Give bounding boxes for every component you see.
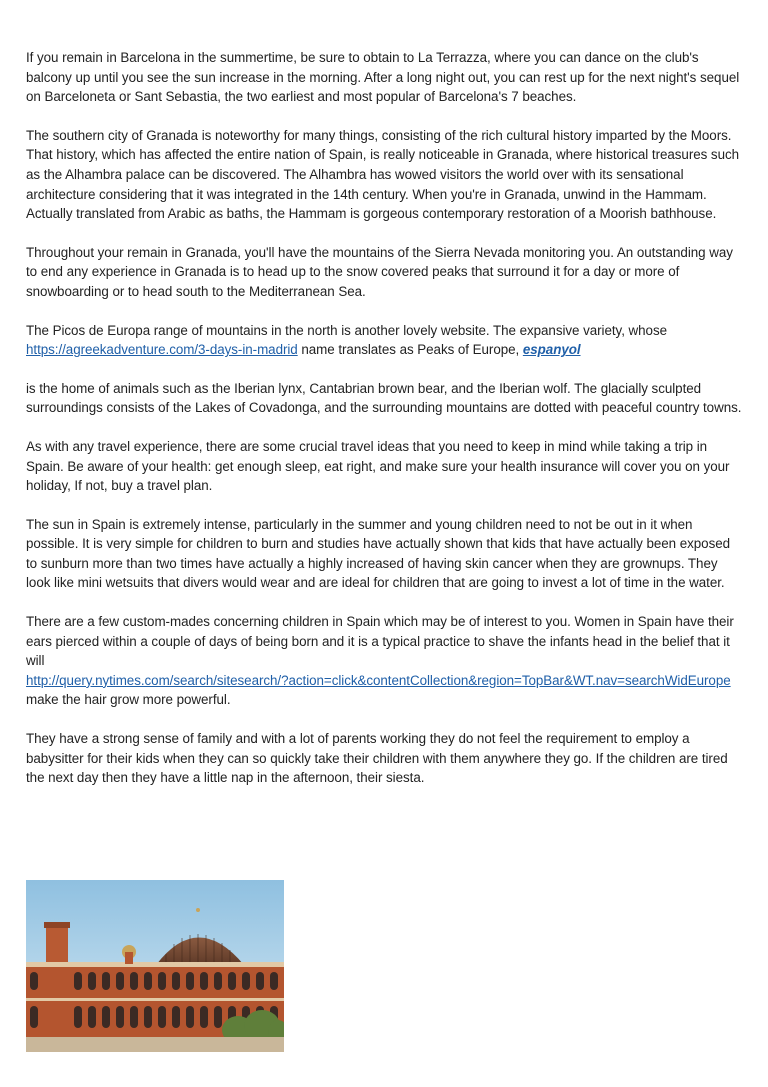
paragraph-text: The Picos de Europa range of mountains in the north is another lovely website. The expansive variety, whose [26, 322, 667, 338]
paragraph-text: name translates as Peaks of Europe, [297, 342, 523, 358]
paragraph-travel-ideas: As with any travel experience, there are some crucial travel ideas that you need to keep in mind while taking a trip in Spain. Be aware of your health: get enough sleep, eat right, and make sure your health insurance will cover you on your holiday, If not, buy a travel plan. [26, 438, 730, 494]
station-illustration [26, 880, 284, 1052]
paragraph-sierra-nevada: Throughout your remain in Granada, you'll have the mountains of the Sierra Nevada monitoring you. An outstanding way to end any experience in Granada is to head up to the snow covered peaks that surround it for a day or more of snowboarding or to head south to the Mediterranean Sea. [26, 244, 733, 299]
agreekadventure-link[interactable]: https://agreekadventure.com/3-days-in-madrid [26, 342, 298, 358]
nytimes-link[interactable]: http://query.nytimes.com/search/sitesearch/?action=click&contentCollection&region=TopBar&WT.nav=searchWidEurope [26, 672, 731, 688]
paragraph-family: They have a strong sense of family and with a lot of parents working they do not feel the requirement to employ a babysitter for their kids when they can so quickly take their children with them anywhere they go. If the children are tired the next day then they have a little nap in the afternoon, their siesta. [26, 731, 728, 786]
ground [26, 1037, 284, 1052]
paragraph-wildlife: is the home of animals such as the Iberian lynx, Cantabrian brown bear, and the Iberian wolf. The glacially sculpted surroundings consists of the Lakes of Covadonga, and the surrounding mountains are dotted with peaceful country towns. [26, 380, 742, 416]
espanyol-link[interactable]: espanyol [522, 342, 581, 358]
paragraph-picos-de-europa [26, 321, 744, 360]
paragraph-granada: The southern city of Granada is noteworthy for many things, consisting of the rich cultural history imparted by the Moors. That history, which has affected the entire nation of Spain, is really noticeable in Granada, where historical treasures such as the Alhambra palace can be discovered. The Alhambra has wowed visitors the world over with its sensational architecture considering that it was integrated in the 14th century. When you're in Granada, unwind in the Hammam. Actually translated from Arabic as baths, the Hammam is gorgeous contemporary restoration of a Moorish bathhouse. [26, 127, 740, 222]
paragraph-sun: The sun in Spain is extremely intense, particularly in the summer and young children need to not be out in it when possible. It is very simple for children to burn and studies have actually shown that kids that have actually been exposed to sunburn more than two times have actually a highly increased of having skin cancer when they are grownups. They look like mini wetsuits that divers would wear and are ideal for children that are going to invest a lot of time in the water. [26, 516, 731, 591]
train-station-photo [26, 880, 284, 1052]
paragraph-customs [26, 612, 744, 710]
paragraph-barcelona: If you remain in Barcelona in the summertime, be sure to obtain to La Terrazza, where you can dance on the club's balcony up until you see the sun increase in the morning. After a long night out, you can rest up for the next night's sequel on Barceloneta or Sant Sebastia, the two earliest and most popular of Barcelona's 7 beaches. [26, 50, 740, 105]
article-body [26, 48, 744, 807]
paragraph-text: There are a few custom-mades concerning children in Spain which may be of interest to you. Women in Spain have their ears pierced within a couple of days of being born and it is a typical practice to shave the infants head in the belief that it will [26, 614, 734, 669]
paragraph-text: make the hair grow more powerful. [26, 692, 231, 708]
